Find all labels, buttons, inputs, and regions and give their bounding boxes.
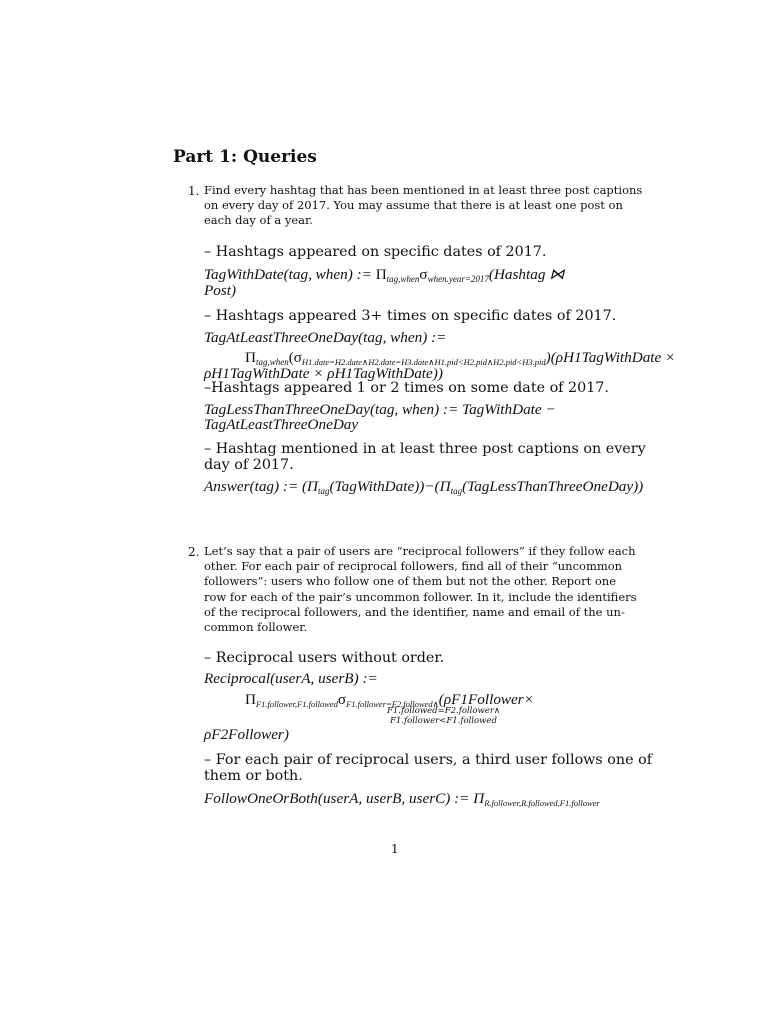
question-1-line-3: each day of a year. <box>204 213 313 228</box>
question-2-line-1: Let’s say that a pair of users are “reciprocal followers” if they follow each <box>204 544 636 558</box>
tagwithdate-definition <box>204 265 564 284</box>
atleast-lhs: TagAtLeastThreeOneDay(tag, when) := <box>204 329 447 346</box>
question-2-line-3: followers”: users who follow one of them but not the other. Report one <box>204 574 616 589</box>
question-1-number: 1. <box>188 184 200 198</box>
tagwithdate-rest: (Hashtag ⋈ <box>488 266 565 283</box>
q1-note-answer-line-2: day of 2017. <box>204 457 294 473</box>
q1-note-answer-line-1: – Hashtag mentioned in at least three post captions on every <box>204 441 646 457</box>
question-2-line-2: other. For each pair of reciprocal followers, find all of their “uncommon <box>204 559 623 574</box>
followoneorboth-definition: FollowOneOrBoth(userA, userB, userC) := ΠR.follower,R.followed,F1.follower <box>204 790 600 808</box>
question-1-line-2: on every day of 2017. You may assume that there is at least one post on <box>204 198 623 213</box>
tagwithdate-continuation: Post) <box>204 282 237 299</box>
reciprocal-sigma-condition-2: F1.followed=F2.follower∧ <box>387 706 501 716</box>
question-1-text <box>204 183 642 229</box>
reciprocal-sigma-condition-3: F1.follower<F1.followed <box>390 716 497 726</box>
reciprocal-rest: (ρF1Follower× <box>438 691 534 708</box>
q2-note-third-user-line-2: them or both. <box>204 768 303 784</box>
q1-note-less-than-three: –Hashtags appeared 1 or 2 times on some date of 2017. <box>204 380 609 396</box>
q2-note-third-user-line-1: – For each pair of reciprocal users, a third user follows one of <box>204 752 653 768</box>
follow-subscript: R.follower,R.followed,F1.follower <box>484 798 600 808</box>
q1-note-hashtags-dates: – Hashtags appeared on specific dates of 2017. <box>204 244 547 260</box>
q2-note-reciprocal: – Reciprocal users without order. <box>204 650 445 666</box>
sigma-subscript: F1.follower=F2.followed∧ <box>346 699 439 709</box>
tagwithdate-lhs: TagWithDate(tag, when) := <box>204 266 376 283</box>
tagless-line-2: TagAtLeastThreeOneDay <box>204 416 359 433</box>
page-number: 1 <box>391 842 399 856</box>
page-heading: Part 1: Queries <box>173 147 317 167</box>
answer-definition: Answer(tag) := (Πtag(TagWithDate))−(Πtag(TagLessThanThreeOneDay)) <box>204 478 644 496</box>
atleast-rest: )(ρH1TagWithDate × <box>545 349 676 366</box>
answer-subscript-1: tag <box>318 486 330 496</box>
question-2-line-6: common follower. <box>204 620 308 635</box>
pi-subscript: F1.follower,F1.followed <box>255 699 338 709</box>
question-2-line-4: row for each of the pair’s uncommon follower. In it, include the identifiers <box>204 589 637 604</box>
question-2-line-5: of the reciprocal followers, and the identifier, name and email of the un- <box>204 604 625 619</box>
sigma-symbol: (σ <box>288 349 302 366</box>
reciprocal-lhs: Reciprocal(userA, userB) := <box>204 670 378 687</box>
pi-symbol: Π <box>375 266 387 283</box>
sigma-subscript: when.year=2017 <box>427 274 489 284</box>
question-1-line-1: Find every hashtag that has been mentioned in at least three post captions <box>204 183 643 197</box>
atleast-continuation: ρH1TagWithDate × ρH1TagWithDate)) <box>204 365 443 382</box>
sigma-subscript: H1.date=H2.date∧H2.date=H3.date∧H1.pid<H2.pid∧H2.pid<H3.pid <box>301 357 546 367</box>
question-2-text <box>204 544 637 635</box>
question-2-number: 2. <box>188 545 200 559</box>
answer-subscript-2: tag <box>450 486 463 496</box>
pi-subscript: tag,when <box>386 274 420 284</box>
pi-symbol: Π <box>245 349 256 366</box>
tagless-line-1: TagLessThanThreeOneDay(tag, when) := TagWithDate − <box>204 401 556 418</box>
sigma-symbol: σ <box>337 691 347 708</box>
pi-subscript: tag,when <box>255 357 289 367</box>
sigma-symbol: σ <box>419 266 428 283</box>
pi-symbol: Π <box>245 691 256 708</box>
q1-note-three-plus: – Hashtags appeared 3+ times on specific dates of 2017. <box>204 308 617 324</box>
reciprocal-continuation: ρF2Follower) <box>204 726 289 743</box>
